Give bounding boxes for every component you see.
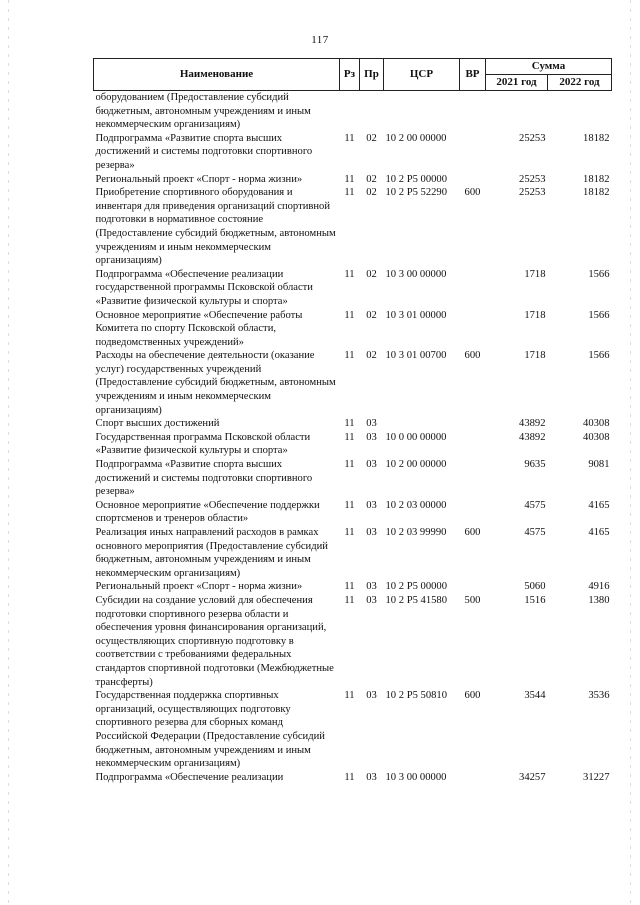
cell-rz: 11 — [344, 771, 355, 783]
cell-vr: 500 — [464, 594, 481, 606]
cell-pr: 02 — [366, 132, 377, 144]
cell-name: Основное мероприятие «Обеспечение работы Комитета по спорту Псковской области, подведомственных учреждений» — [95, 309, 303, 348]
cell-y1: 4575 — [524, 499, 546, 511]
cell-rz: 11 — [344, 187, 355, 199]
cell-rz: 11 — [344, 499, 355, 511]
cell-y1: 25253 — [519, 173, 546, 185]
cell-y2: 1380 — [588, 594, 610, 606]
cell-name: Реализация иных направлений расходов в рамках основного мероприятия (Предоставление субсидий бюджетным, автономным учреждениям и иным некоммерческим организациям) — [95, 527, 328, 579]
header-rz: Рз — [340, 59, 360, 91]
cell-y1: 25253 — [519, 132, 546, 144]
cell-rz: 11 — [344, 268, 355, 280]
cell-vr — [460, 132, 486, 173]
cell-csr: 10 2 P5 52290 — [385, 187, 448, 199]
cell-csr: 10 3 00 00000 — [385, 771, 447, 783]
cell-y2: 1566 — [588, 268, 610, 280]
cell-y2: 4165 — [588, 499, 610, 511]
cell-name: оборудованием (Предоставление субсидий бюджетным, автономным учреждениям и иным некоммерческим организациям) — [95, 92, 311, 131]
table-row — [94, 417, 612, 431]
cell-vr — [460, 173, 486, 187]
table-row — [94, 132, 612, 173]
cell-y1: 1718 — [524, 350, 546, 362]
cell-vr — [460, 499, 486, 526]
cell-name: Государственная поддержка спортивных организаций, осуществляющих подготовку спортивного резерва для сборных команд Российской Федерации (Предоставление субсидий бюджетным, автономным учреждениям и иным некоммерческим организациям) — [95, 690, 325, 770]
cell-y2 — [548, 91, 612, 132]
cell-csr: 10 3 01 00000 — [385, 309, 447, 321]
cell-vr: 600 — [464, 527, 481, 538]
cell-rz: 11 — [344, 581, 355, 593]
table-row — [94, 309, 612, 350]
header-vr: ВР — [460, 59, 486, 91]
cell-csr: 10 3 01 00700 — [385, 350, 447, 362]
cell-pr: 02 — [366, 350, 377, 362]
header-year-2021: 2021 год — [486, 75, 548, 91]
cell-y1: 5060 — [524, 581, 546, 593]
cell-name: Подпрограмма «Развитие спорта высших достижений и системы подготовки спортивного резерва» — [95, 132, 313, 171]
table-body — [94, 91, 612, 785]
scan-edge-left — [8, 0, 9, 905]
cell-name: Государственная программа Псковской области «Развитие физической культуры и спорта» — [95, 431, 311, 457]
cell-y1: 1718 — [524, 268, 546, 280]
header-name: Наименование — [94, 59, 340, 91]
cell-name: Подпрограмма «Обеспечение реализации — [95, 771, 284, 783]
cell-rz: 11 — [344, 350, 355, 362]
cell-y1: 9635 — [524, 459, 546, 471]
cell-pr: 02 — [366, 187, 377, 199]
cell-csr: 10 2 03 00000 — [385, 499, 447, 511]
cell-pr: 03 — [366, 499, 377, 511]
cell-csr: 10 2 03 99990 — [385, 527, 447, 538]
table-row — [94, 173, 612, 187]
table-row — [94, 349, 612, 417]
cell-y1: 34257 — [519, 771, 546, 783]
table-row — [94, 771, 612, 785]
table-row — [94, 431, 612, 458]
cell-y2: 1566 — [588, 309, 610, 321]
header-pr: Пр — [360, 59, 384, 91]
cell-rz: 11 — [344, 173, 355, 185]
cell-csr — [384, 91, 460, 132]
cell-y1: 4575 — [524, 527, 546, 538]
cell-y2: 40308 — [583, 431, 610, 443]
table-row — [94, 186, 612, 268]
cell-vr: 600 — [464, 350, 481, 362]
cell-rz: 11 — [344, 431, 355, 443]
table-row — [94, 689, 612, 771]
cell-y2: 18182 — [583, 173, 610, 185]
cell-vr: 600 — [464, 187, 481, 199]
cell-rz: 11 — [344, 418, 355, 430]
cell-y1: 3544 — [524, 690, 546, 702]
cell-pr: 02 — [366, 268, 377, 280]
header-sum: Сумма — [486, 59, 612, 75]
cell-vr: 600 — [464, 690, 481, 702]
cell-y2: 4916 — [588, 581, 610, 593]
cell-y2: 40308 — [583, 418, 610, 430]
cell-y2: 31227 — [583, 771, 610, 783]
cell-y1: 1718 — [524, 309, 546, 321]
header-csr: ЦСР — [384, 59, 460, 91]
cell-pr: 03 — [366, 459, 377, 471]
cell-pr: 02 — [366, 173, 377, 185]
cell-pr: 03 — [366, 771, 377, 783]
cell-rz: 11 — [344, 594, 355, 606]
table-row — [94, 594, 612, 689]
cell-rz: 11 — [344, 309, 355, 321]
cell-pr: 03 — [366, 594, 377, 606]
cell-y2: 18182 — [583, 187, 610, 199]
cell-y2: 1566 — [588, 350, 610, 362]
budget-table — [93, 58, 612, 784]
cell-y1: 43892 — [519, 431, 546, 443]
cell-csr: 10 2 P5 41580 — [385, 594, 448, 606]
cell-pr — [360, 91, 384, 132]
cell-name: Приобретение спортивного оборудования и инвентаря для приведения организаций спортивной подготовки в нормативное состояние (Предоставление субсидий бюджетным, автономным учреждениям и иным некоммерческим организациям) — [95, 187, 336, 267]
cell-name: Расходы на обеспечение деятельности (оказание услуг) государственных учреждений (Предоставление субсидий бюджетным, автономным учреждениям и иным некоммерческим организациям) — [95, 350, 336, 416]
cell-name: Подпрограмма «Развитие спорта высших достижений и системы подготовки спортивного резерва» — [95, 459, 313, 498]
table-header — [94, 59, 612, 91]
table-row — [94, 499, 612, 526]
table-row — [94, 580, 612, 594]
cell-name: Основное мероприятие «Обеспечение поддержки спортсменов и тренеров области» — [95, 499, 320, 525]
cell-name: Субсидии на создание условий для обеспечения подготовки спортивного резерва области и обеспечения уровня финансирования организаций, осуществляющих спортивную подготовку в соответствии с требованиями федеральных стандартов спортивной подготовки (Межбюджетные трансферты) — [95, 594, 334, 688]
cell-y2: 9081 — [588, 459, 610, 471]
cell-pr: 03 — [366, 581, 377, 593]
cell-vr — [460, 91, 486, 132]
page-number: 117 — [311, 34, 329, 46]
cell-csr: 10 2 00 00000 — [385, 459, 447, 471]
cell-name: Подпрограмма «Обеспечение реализации государственной программы Псковской области «Развитие физической культуры и спорта» — [95, 268, 313, 307]
cell-csr: 10 3 00 00000 — [385, 268, 447, 280]
table-row — [94, 91, 612, 132]
cell-csr — [384, 417, 460, 431]
cell-name: Региональный проект «Спорт - норма жизни» — [95, 173, 303, 185]
cell-name: Региональный проект «Спорт - норма жизни» — [95, 581, 303, 593]
cell-y1 — [486, 91, 548, 132]
cell-pr: 03 — [366, 431, 377, 443]
cell-vr — [460, 580, 486, 594]
cell-pr: 03 — [366, 690, 377, 702]
cell-vr — [460, 417, 486, 431]
cell-csr: 10 2 00 00000 — [385, 132, 447, 144]
cell-y1: 25253 — [519, 187, 546, 199]
cell-y1: 1516 — [524, 594, 546, 606]
cell-vr — [460, 309, 486, 350]
cell-rz: 11 — [344, 690, 355, 702]
scan-edge-right — [630, 0, 631, 905]
cell-rz: 11 — [344, 527, 355, 538]
cell-csr: 10 0 00 00000 — [385, 431, 447, 443]
cell-vr — [460, 458, 486, 499]
cell-csr: 10 2 P5 50810 — [385, 690, 448, 702]
cell-pr: 03 — [366, 418, 377, 430]
cell-y1: 43892 — [519, 418, 546, 430]
cell-rz — [340, 91, 360, 132]
cell-vr — [460, 771, 486, 785]
cell-pr: 03 — [366, 527, 377, 538]
header-year-2022: 2022 год — [548, 75, 612, 91]
cell-vr — [460, 268, 486, 309]
cell-rz: 11 — [344, 459, 355, 471]
cell-y2: 4165 — [588, 527, 610, 538]
table-row — [94, 526, 612, 580]
cell-csr: 10 2 P5 00000 — [385, 173, 448, 185]
cell-name: Спорт высших достижений — [95, 418, 220, 430]
table-row — [94, 458, 612, 499]
table-row — [94, 268, 612, 309]
cell-y2: 3536 — [588, 690, 610, 702]
cell-rz: 11 — [344, 132, 355, 144]
cell-csr: 10 2 P5 00000 — [385, 581, 448, 593]
cell-vr — [460, 431, 486, 458]
cell-pr: 02 — [366, 309, 377, 321]
cell-y2: 18182 — [583, 132, 610, 144]
